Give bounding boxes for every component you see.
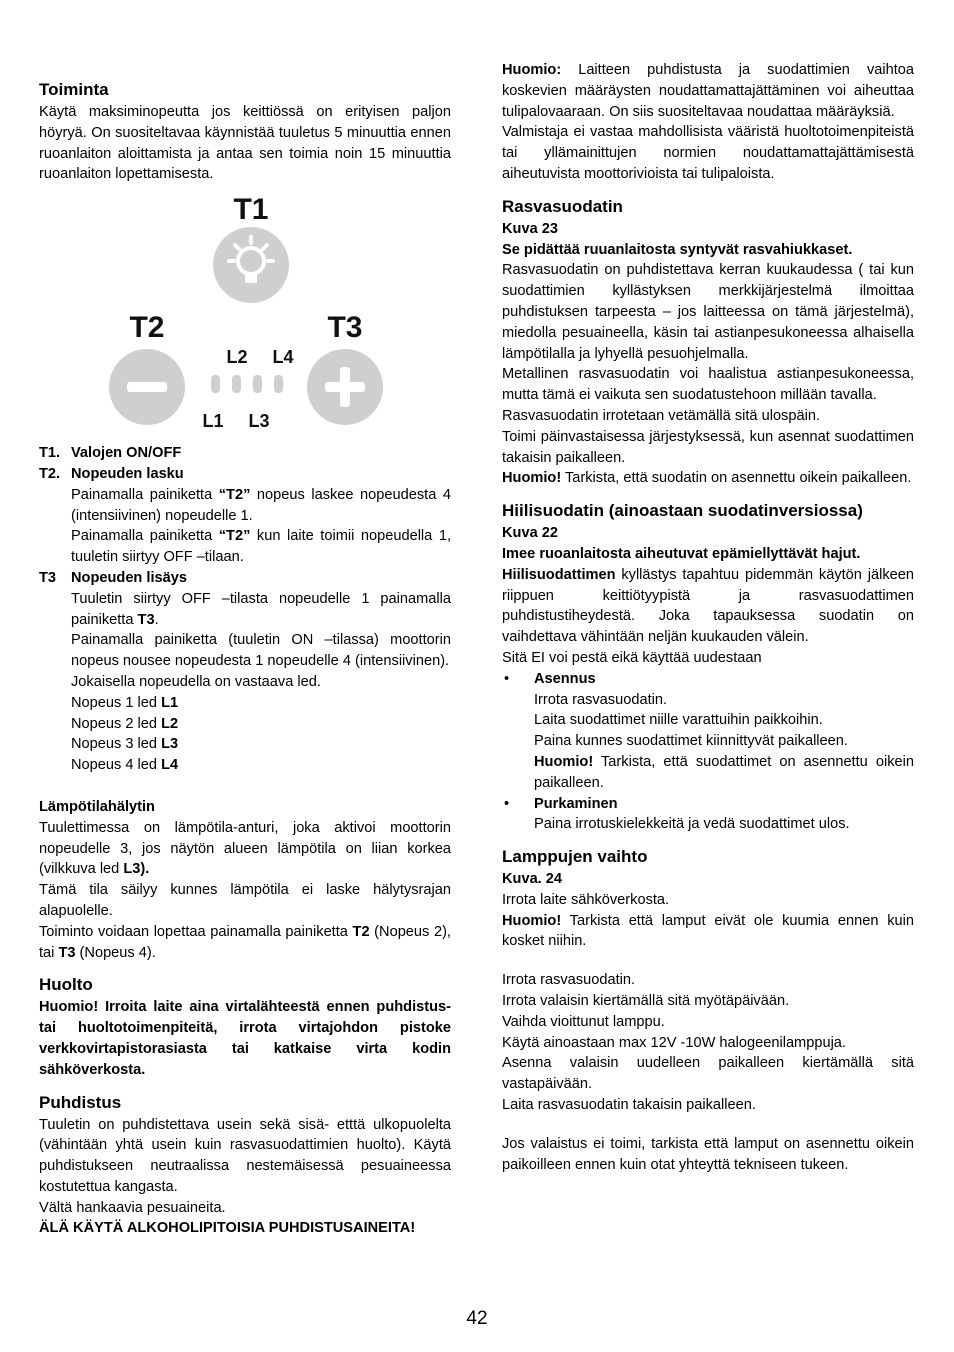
control-panel-diagram [105, 189, 405, 437]
purkaminen-step-1: Paina irrotuskielekkeitä ja vedä suodattimet ulos. [534, 816, 850, 833]
t3-paragraph-1: Tuuletin siirtyy OFF –tilasta nopeudelle 1 painamalla painiketta T3. [71, 590, 451, 628]
t2-paragraph-1: Painamalla painiketta “T2” nopeus laskee nopeudesta 4 (intensiivinen) nopeudelle 1. [71, 486, 451, 524]
t1-item: T1. Valojen ON/OFF [39, 445, 182, 462]
puhdistus-warning: ÄLÄ KÄYTÄ ALKOHOLIPITOISIA PUHDISTUSAINEITA! [39, 1220, 416, 1237]
rasvasuodatin-paragraph-2: Metallinen rasvasuodatin voi haalistua astianpesukoneessa, mutta tämä ei vaikuta sen suodatustehoon millään tavalla. [502, 366, 914, 404]
rasvasuodatin-paragraph-1: Rasvasuodatin on puhdistettava kerran kuukaudessa ( tai kun suodattimien kyllästyksen merkkijärjestelmä ilmoittaa puhdistuksen tarpeesta – jos laitteessa on tämä järjestelmä), miedolla pesuaineella, käsin tai astianpesukoneessa alhaisella lämpötilalla ja lyhyellä pesuohjelmalla. [502, 262, 914, 362]
lamppujen-vaihto-paragraph-7: Asenna valaisin uudelleen paikalleen kiertämällä sitä vastapäivään. [502, 1055, 914, 1093]
lampotila-paragraph-2: Tämä tila säilyy kunnes lämpötila ei laske hälytysrajan alapuolelle. [39, 882, 451, 919]
rasvasuodatin-figure-ref: Kuva 23 [502, 220, 558, 237]
lamppujen-vaihto-paragraph-3: Irrota rasvasuodatin. [502, 972, 636, 989]
l4-label: L4 [272, 347, 294, 368]
lamppujen-vaihto-paragraph-8: Laita rasvasuodatin takaisin paikalleen. [502, 1097, 756, 1114]
asennus-bullet: • Asennus [502, 669, 914, 690]
t1-label: T1 [233, 193, 269, 227]
lamppujen-vaihto-paragraph-2: Huomio! Tarkista että lamput eivät ole kuumia ennen kuin kosket niihin. [502, 912, 914, 950]
speed-leds [211, 375, 283, 393]
lamppujen-vaihto-paragraph-1: Irrota laite sähköverkosta. [502, 891, 670, 908]
l1-label: L1 [202, 411, 224, 432]
hiilisuodatin-subtitle: Imee ruoanlaitosta aiheutuvat epämiellyttävät hajut. [502, 545, 861, 562]
asennus-step-4: Huomio! Tarkista, että suodattimet on asennettu oikein paikalleen. [534, 753, 914, 791]
puhdistus-paragraph-2: Vältä hankaavia pesuaineita. [39, 1199, 226, 1216]
minus-icon [109, 349, 185, 425]
toiminta-heading: Toiminta [39, 80, 109, 99]
hiilisuodatin-paragraph-2: Sitä EI voi pestä eikä käyttää uudestaan [502, 649, 762, 666]
lamppujen-vaihto-paragraph-9: Jos valaistus ei toimi, tarkista että lamput on asennettu oikein paikoilleen ennen kuin otat yhteyttä tekniseen tukeen. [502, 1135, 914, 1173]
t3-label: T3 [327, 311, 363, 345]
t2-label: T2 [129, 311, 165, 345]
toiminta-text: Käytä maksiminopeutta jos keittiössä on erityisen paljon höyryä. On suositeltavaa käynnistää tuuletus 5 minuuttia ennen ruoanlaiton aloittamista ja antaa sen toimia noin 15 minuuttia ruoanlaiton lopettamisesta. [39, 104, 451, 183]
page-number: 42 [466, 1308, 488, 1329]
rasvasuodatin-subtitle: Se pidättää ruuanlaitosta syntyvät rasvahiukkaset. [502, 241, 853, 258]
t2-paragraph-2: Painamalla painiketta “T2” kun laite toimii nopeudella 1, tuuletin siirtyy OFF –tilaan. [71, 528, 452, 566]
huomio-paragraph-2: Valmistaja ei vastaa mahdollisista vääristä huoltotoimenpiteistä tai yllämainittujen normien noudattamattajättämisestä aiheutuvista moottorivioista tai tulipaloista. [502, 124, 914, 182]
asennus-step-2: Laita suodattimet niille varattuihin paikkoihin. [534, 712, 823, 729]
hiilisuodatin-heading: Hiilisuodatin (ainoastaan suodatinversiossa) [502, 501, 863, 521]
lamppujen-vaihto-figure-ref: Kuva. 24 [502, 871, 563, 888]
huolto-heading: Huolto [39, 975, 93, 995]
rasvasuodatin-paragraph-5: Huomio! Tarkista, että suodatin on asennettu oikein paikalleen. [502, 470, 912, 487]
l2-label: L2 [226, 347, 248, 368]
left-column [39, 60, 451, 1239]
lampotila-paragraph-1: Tuulettimessa on lämpötila-anturi, joka aktivoi moottorin nopeudelle 3, jos näytön alueen lämpötila on liian korkea (vilkkuva led L3). [39, 819, 451, 878]
speed-3-led: Nopeus 3 led L3 [71, 736, 179, 753]
bullet-icon: • [504, 670, 510, 687]
lamppujen-vaihto-heading: Lamppujen vaihto [502, 847, 648, 867]
hiilisuodatin-paragraph-1: Hiilisuodattimen kyllästys tapahtuu pidemmän käytön jälkeen riippuen keittiötyypistä ja rasvasuodattimen puhdistustiheydestä. Joka tapauksessa suodatin on vaihdettava vähintään neljän kuukauden välein. [502, 566, 914, 646]
asennus-step-1: Irrota rasvasuodatin. [534, 691, 668, 708]
rasvasuodatin-paragraph-3: Rasvasuodatin irrotetaan vetämällä sitä ulospäin. [502, 407, 820, 424]
l3-label: L3 [248, 411, 270, 432]
lamppujen-vaihto-paragraph-5: Vaihda vioittunut lamppu. [502, 1013, 665, 1030]
purkaminen-bullet: • Purkaminen [502, 794, 914, 815]
asennus-step-3: Paina kunnes suodattimet kiinnittyvät paikalleen. [534, 733, 848, 750]
puhdistus-paragraph-1: Tuuletin on puhdistettava usein sekä sisä- etttä ulkopuolelta (vähintään yhtä usein kuin rasvasuodattimien huolto). Käytä puhdistukseen neutraalissa nestemäisessä pesuaineessa kostutettua kangasta. [39, 1116, 451, 1195]
bullet-icon: • [504, 795, 510, 812]
speed-4-led: Nopeus 4 led L4 [71, 757, 179, 774]
t2-item: T2. Nopeuden lasku [39, 465, 184, 482]
t3-item: T3 Nopeuden lisäys [39, 569, 187, 586]
rasvasuodatin-heading: Rasvasuodatin [502, 196, 623, 216]
speed-2-led: Nopeus 2 led L2 [71, 715, 179, 732]
lampotila-heading: Lämpötilahälytin [39, 798, 155, 815]
t3-paragraph-3: Jokaisella nopeudella on vastaava led. [71, 673, 321, 690]
control-panel-figure [105, 189, 405, 437]
lamppujen-vaihto-paragraph-4: Irrota valaisin kiertämällä sitä myötäpäivään. [502, 993, 790, 1010]
speed-1-led: Nopeus 1 led L1 [71, 694, 179, 711]
lamppujen-vaihto-paragraph-6: Käytä ainoastaan max 12V -10W halogeenilamppuja. [502, 1034, 846, 1051]
hiilisuodatin-figure-ref: Kuva 22 [502, 525, 558, 542]
rasvasuodatin-paragraph-4: Toimi päinvastaisessa järjestyksessä, kun asennat suodattimen takaisin paikalleen. [502, 428, 914, 466]
light-bulb-icon [213, 227, 289, 303]
right-column [502, 60, 914, 1175]
lampotila-paragraph-3: Toiminto voidaan lopettaa painamalla painiketta T2 (Nopeus 2), tai T3 (Nopeus 4). [39, 923, 451, 961]
huolto-text: Huomio! Irroita laite aina virtalähteestä ennen puhdistus- tai huoltotoimenpiteitä, irrota virtajohdon pistoke verkkovirtapistorasiasta tai katkaise virta kodin sähköverkosta. [39, 999, 451, 1078]
puhdistus-heading: Puhdistus [39, 1092, 122, 1112]
t3-paragraph-2: Painamalla painiketta (tuuletin ON –tilassa) moottorin nopeus nousee nopeudesta 1 nopeudelle 4 (intensiivinen). [71, 632, 451, 670]
huomio-paragraph-1: Huomio: Laitteen puhdistusta ja suodattimien vaihtoa koskevien määräysten noudattamattajättäminen voi aiheuttaa tulipalovaaraan. On siis suositeltavaa noudattaa määräyksiä. [502, 62, 914, 120]
plus-icon [307, 349, 383, 425]
